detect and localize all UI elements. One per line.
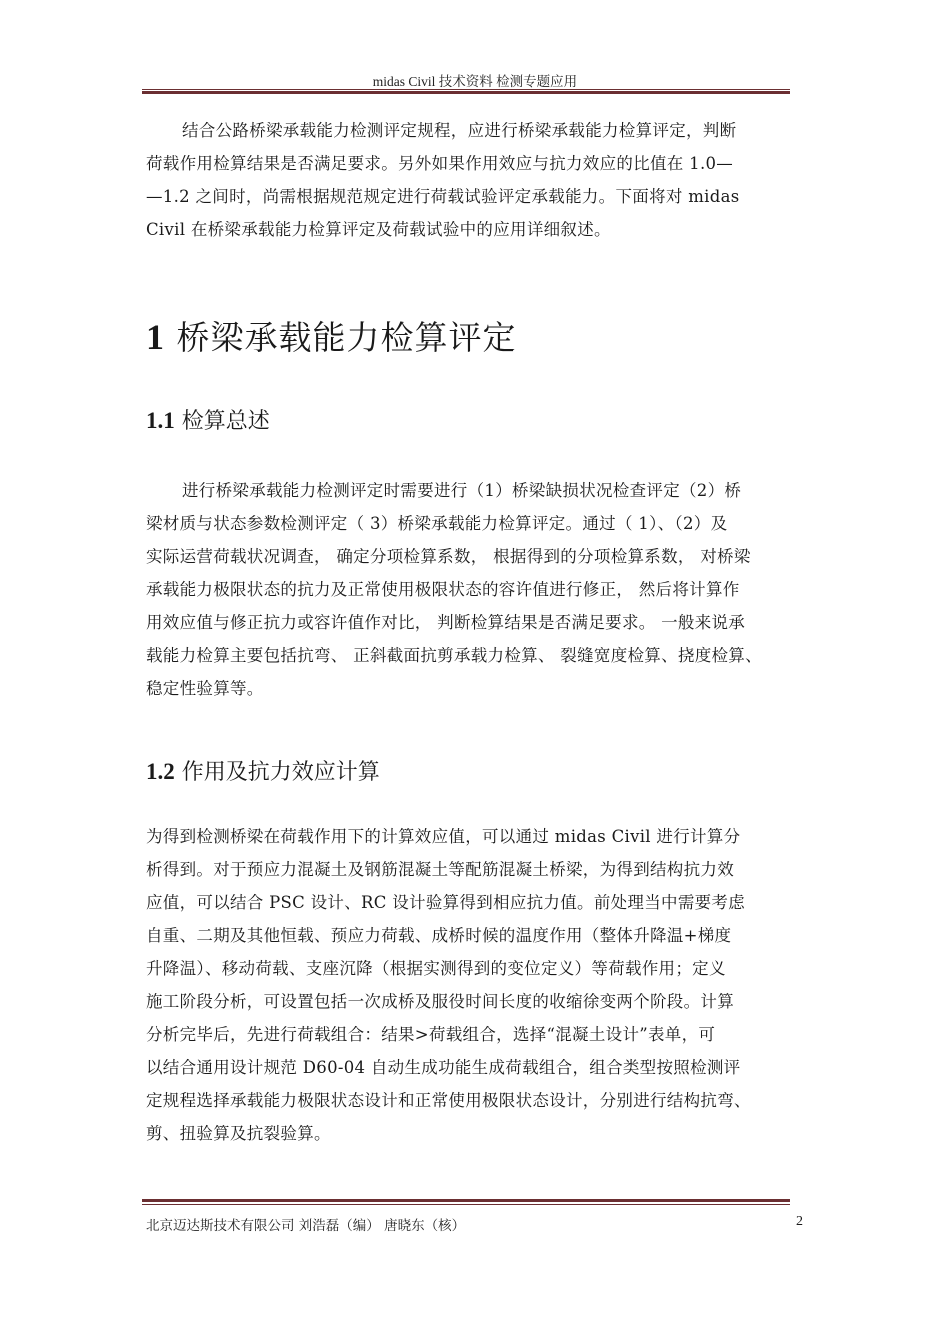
section-number: 1.2 — [146, 759, 175, 784]
section-number: 1.1 — [146, 408, 175, 433]
section-1-2-heading — [146, 755, 380, 786]
paragraph-line: 施工阶段分析，可设置包括一次成桥及服役时间长度的收缩徐变两个阶段。计算 — [146, 992, 734, 1011]
paragraph-line: 进行桥梁承载能力检测评定时需要进行（1）桥梁缺损状况检查评定（2）桥 — [182, 481, 742, 500]
paragraph-line: 定规程选择承载能力极限状态设计和正常使用极限状态设计，分别进行结构抗弯、 — [146, 1091, 751, 1110]
paragraph-line: 载能力检算主要包括抗弯、 正斜截面抗剪承载力检算、 裂缝宽度检算、挠度检算、 — [146, 646, 762, 665]
paragraph-line: 稳定性验算等。 — [146, 679, 264, 698]
intro-line: 荷载作用检算结果是否满足要求。另外如果作用效应与抗力效应的比值在 1.0— — [146, 154, 734, 173]
paragraph-line: 承载能力极限状态的抗力及正常使用极限状态的容许值进行修正， 然后将计算作 — [146, 580, 740, 599]
header-text: midas Civil 技术资料 检测专题应用 — [372, 74, 578, 89]
paragraph-line: 自重、二期及其他恒载、预应力荷载、成桥时候的温度作用（整体升降温+梯度 — [146, 926, 732, 945]
intro-line: Civil 在桥梁承载能力检算评定及荷载试验中的应用详细叙述。 — [146, 220, 611, 239]
footer-text: 北京迈达斯技术有限公司 刘浩磊（编） 唐晓东（核） — [146, 1218, 466, 1234]
paragraph-line: 析得到。对于预应力混凝土及钢筋混凝土等配筋混凝土桥梁，为得到结构抗力效 — [146, 860, 734, 879]
section-1-1-heading — [146, 404, 270, 435]
section-number: 1 — [146, 317, 165, 357]
section-1-1-paragraph — [146, 474, 810, 705]
page-number: 2 — [796, 1214, 803, 1229]
intro-line: 结合公路桥梁承载能力检测评定规程，应进行桥梁承载能力检算评定，判断 — [182, 121, 737, 140]
section-title: 桥梁承载能力检算评定 — [176, 318, 517, 357]
paragraph-line: 应值，可以结合 PSC 设计、RC 设计验算得到相应抗力值。前处理当中需要考虑 — [146, 893, 746, 912]
footer-rule-thick — [142, 1199, 790, 1202]
paragraph-line: 用效应值与修正抗力或容许值作对比， 判断检算结果是否满足要求。 一般来说承 — [146, 613, 746, 632]
paragraph-line: 实际运营荷载状况调查， 确定分项检算系数， 根据得到的分项检算系数， 对桥梁 — [146, 547, 751, 566]
section-title: 作用及抗力效应计算 — [181, 760, 380, 785]
section-title: 检算总述 — [181, 409, 270, 434]
section-1-heading — [146, 312, 517, 359]
paragraph-line: 为得到检测桥梁在荷载作用下的计算效应值，可以通过 midas Civil 进行计算分 — [146, 827, 741, 846]
paragraph-line: 分析完毕后，先进行荷载组合：结果>荷载组合，选择“混凝土设计”表单，可 — [146, 1025, 716, 1044]
header-rule-thin — [142, 89, 790, 90]
paragraph-line: 梁材质与状态参数检测评定（ 3）桥梁承载能力检算评定。通过（ 1）、（2）及 — [146, 514, 728, 533]
paragraph-line: 升降温）、移动荷载、支座沉降（根据实测得到的变位定义）等荷载作用；定义 — [146, 959, 726, 978]
paragraph-line: 以结合通用设计规范 D60-04 自动生成功能生成荷载组合，组合类型按照检测评 — [146, 1058, 741, 1077]
intro-line: —1.2 之间时，尚需根据规范规定进行荷载试验评定承载能力。下面将对 midas — [146, 187, 740, 206]
header-rule-thick — [142, 91, 790, 94]
section-1-2-paragraph — [146, 820, 810, 1150]
footer-rule-thin — [142, 1204, 790, 1205]
paragraph-line: 剪、扭验算及抗裂验算。 — [146, 1124, 331, 1143]
intro-paragraph — [146, 114, 810, 246]
